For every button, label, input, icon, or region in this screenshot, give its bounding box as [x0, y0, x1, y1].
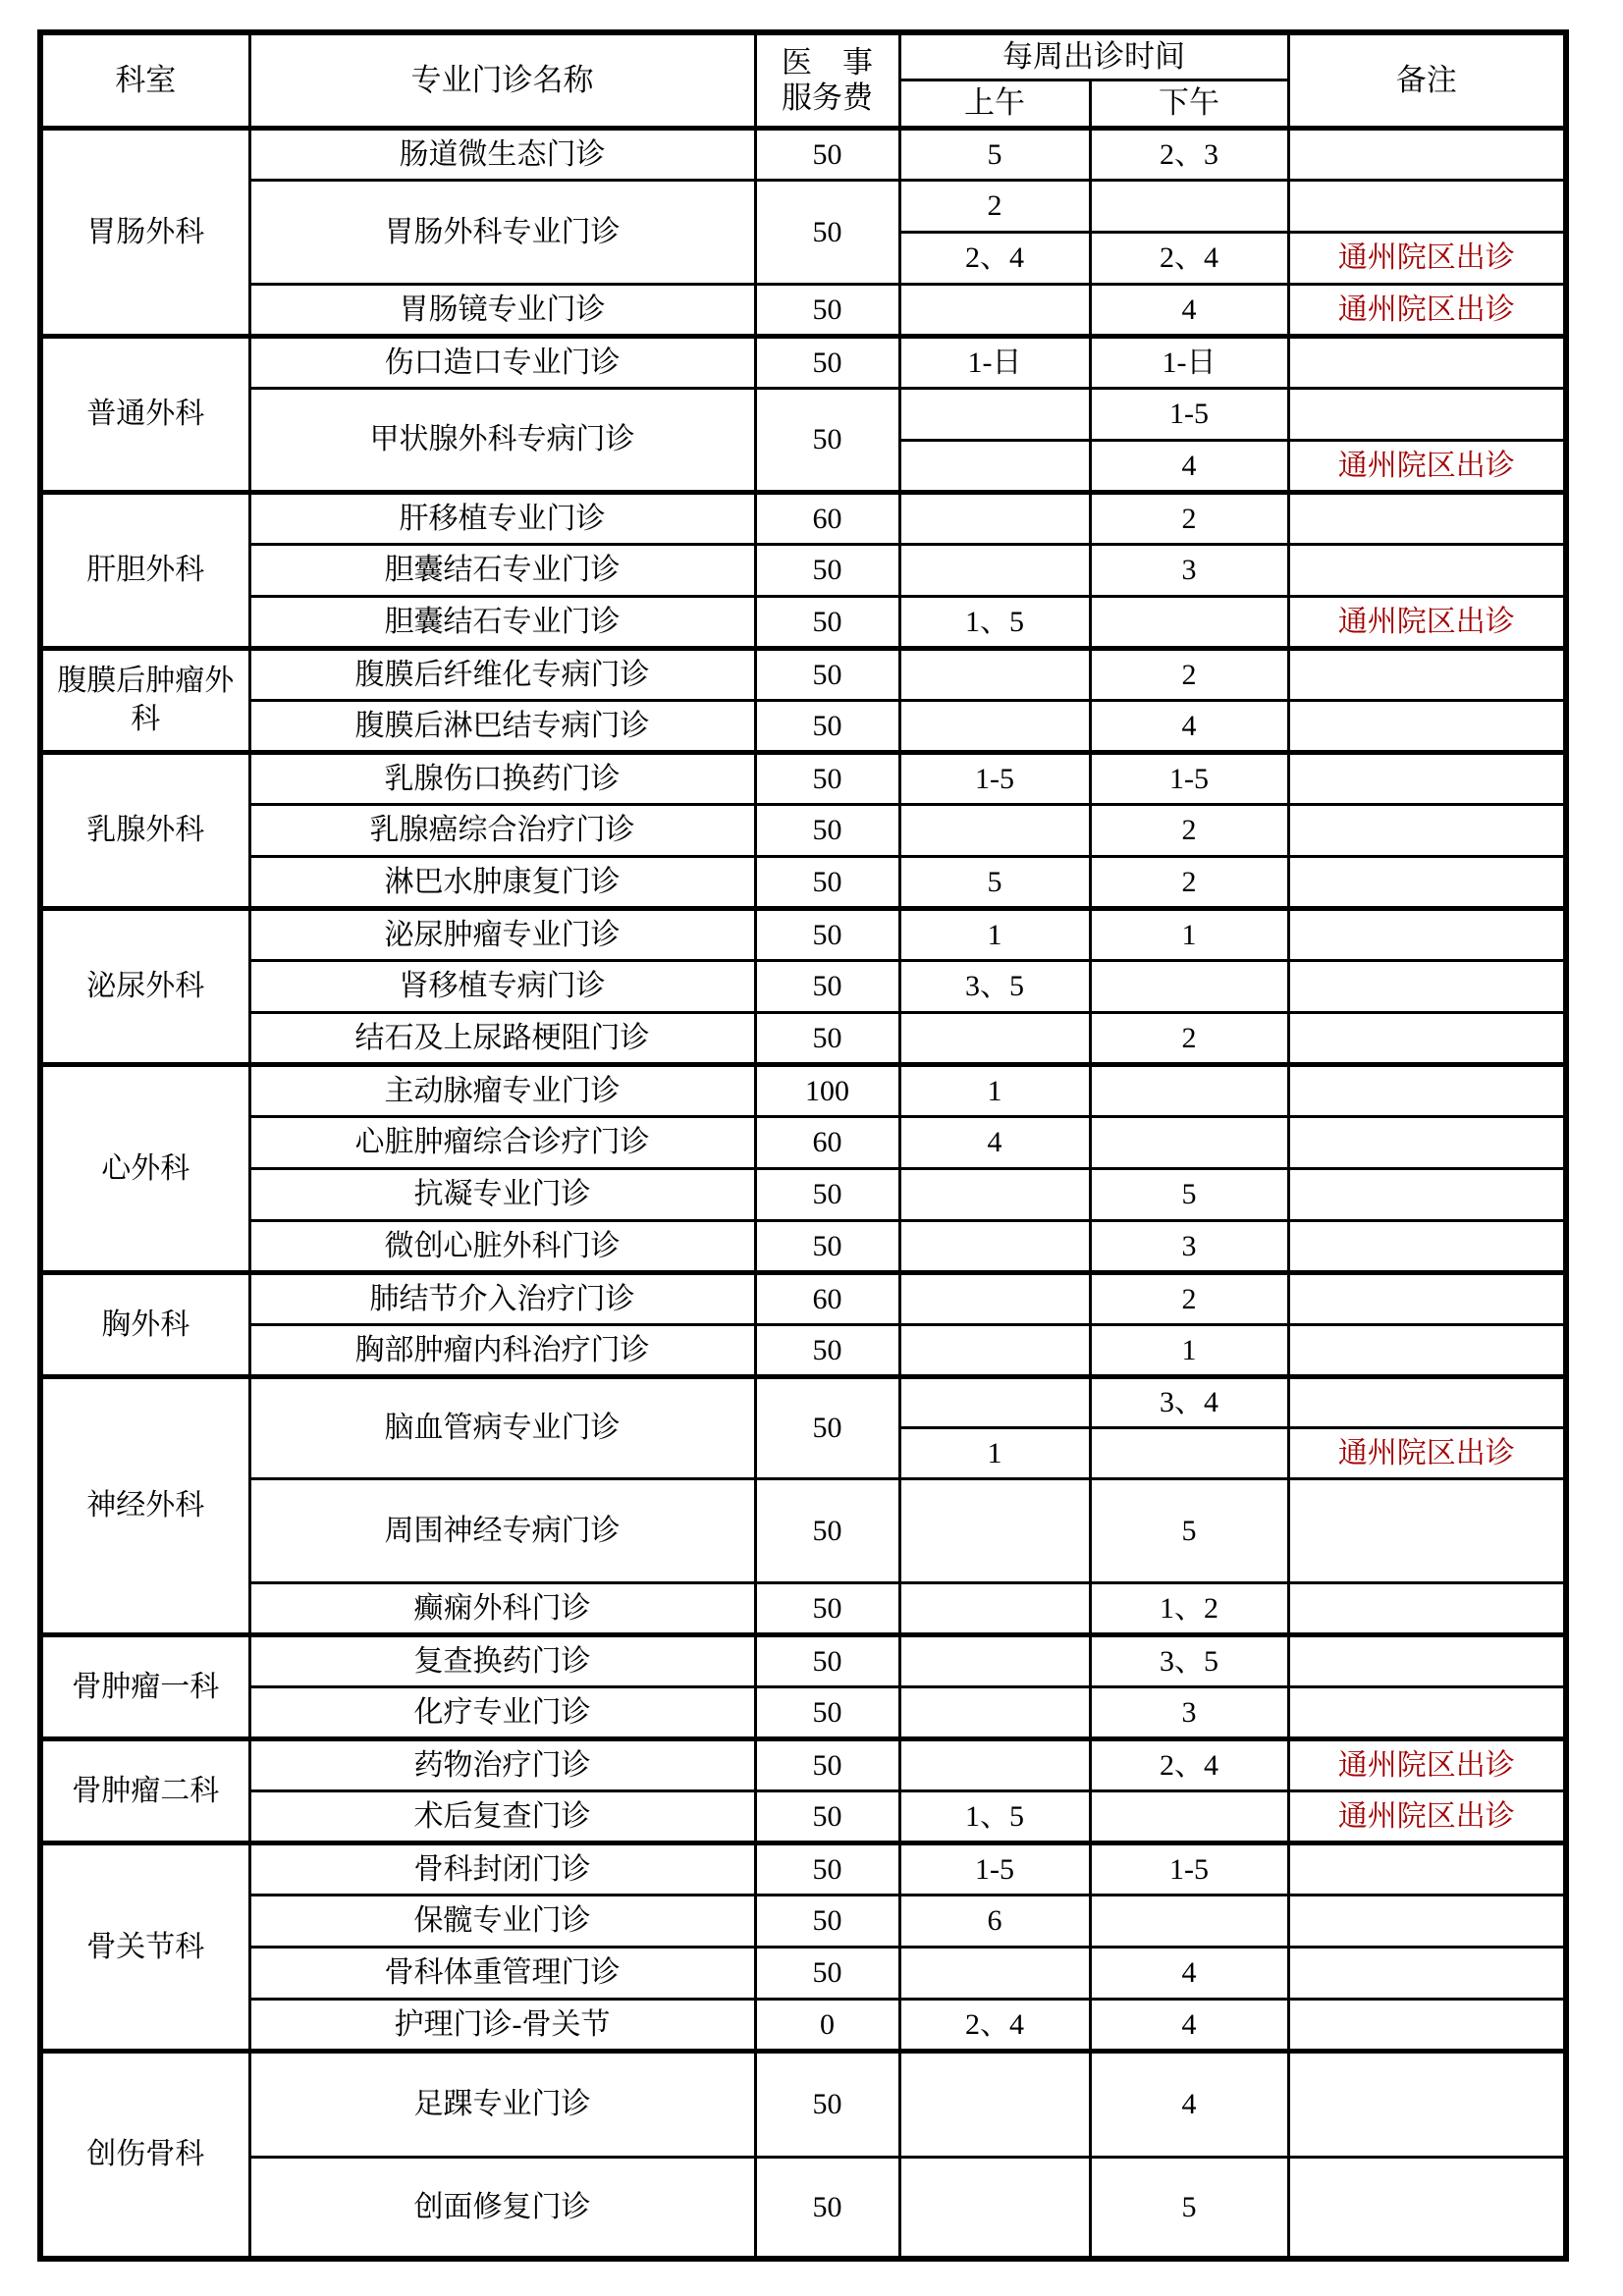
remark-cell: [1288, 2051, 1566, 2157]
table-row: [40, 1686, 1566, 1738]
afternoon-cell: 4: [1090, 1999, 1288, 2051]
remark-cell: [1288, 752, 1566, 804]
table-row: [40, 1324, 1566, 1376]
afternoon-cell: 2: [1090, 1012, 1288, 1064]
table-row: [40, 544, 1566, 596]
clinic-name-cell: 伤口造口专业门诊: [249, 336, 755, 388]
table-row: [40, 1999, 1566, 2051]
afternoon-cell: 2、3: [1090, 128, 1288, 180]
morning-cell: [899, 544, 1090, 596]
clinic-name-cell: 胆囊结石专业门诊: [249, 544, 755, 596]
remark-cell: 通州院区出诊: [1288, 440, 1566, 492]
table-row: [40, 1376, 1566, 1427]
morning-cell: [899, 1634, 1090, 1686]
fee-cell: 50: [755, 180, 899, 284]
remark-cell: 通州院区出诊: [1288, 1738, 1566, 1790]
fee-cell: 50: [755, 1324, 899, 1376]
morning-cell: [899, 284, 1090, 336]
afternoon-cell: 3、5: [1090, 1634, 1288, 1686]
remark-cell: [1288, 960, 1566, 1012]
afternoon-cell: 4: [1090, 440, 1288, 492]
afternoon-cell: [1090, 180, 1288, 232]
clinic-name-cell: 骨科封闭门诊: [249, 1842, 755, 1895]
morning-cell: 4: [899, 1116, 1090, 1168]
schedule-table-body: [40, 128, 1566, 2259]
header-afternoon: 下午: [1090, 80, 1288, 128]
table-row: [40, 1738, 1566, 1790]
afternoon-cell: 4: [1090, 1947, 1288, 1999]
fee-cell: 50: [755, 1634, 899, 1686]
fee-cell: 50: [755, 1947, 899, 1999]
afternoon-cell: [1090, 960, 1288, 1012]
afternoon-cell: 5: [1090, 1478, 1288, 1582]
morning-cell: [899, 1012, 1090, 1064]
table-row: [40, 336, 1566, 388]
fee-cell: 50: [755, 1790, 899, 1842]
fee-cell: 50: [755, 1842, 899, 1895]
table-row: [40, 856, 1566, 908]
fee-cell: 50: [755, 284, 899, 336]
fee-cell: 50: [755, 960, 899, 1012]
fee-cell: 50: [755, 1012, 899, 1064]
clinic-name-cell: 周围神经专病门诊: [249, 1478, 755, 1582]
remark-cell: [1288, 1272, 1566, 1324]
clinic-name-cell: 结石及上尿路梗阻门诊: [249, 1012, 755, 1064]
department-cell: 心外科: [40, 1064, 249, 1272]
remark-cell: [1288, 1947, 1566, 1999]
fee-cell: 50: [755, 648, 899, 700]
morning-cell: [899, 1272, 1090, 1324]
morning-cell: [899, 1376, 1090, 1427]
afternoon-cell: 2、4: [1090, 232, 1288, 284]
clinic-name-cell: 胃肠外科专业门诊: [249, 180, 755, 284]
remark-cell: [1288, 1064, 1566, 1116]
afternoon-cell: 3、4: [1090, 1376, 1288, 1427]
morning-cell: 2、4: [899, 232, 1090, 284]
morning-cell: [899, 1686, 1090, 1738]
morning-cell: [899, 440, 1090, 492]
clinic-name-cell: 主动脉瘤专业门诊: [249, 1064, 755, 1116]
table-row: [40, 648, 1566, 700]
afternoon-cell: 2: [1090, 804, 1288, 856]
morning-cell: 2: [899, 180, 1090, 232]
clinic-name-cell: 复查换药门诊: [249, 1634, 755, 1686]
remark-cell: [1288, 1324, 1566, 1376]
fee-cell: 50: [755, 908, 899, 960]
clinic-name-cell: 腹膜后淋巴结专病门诊: [249, 700, 755, 752]
table-row: [40, 1478, 1566, 1582]
fee-cell: 60: [755, 492, 899, 544]
afternoon-cell: 1-日: [1090, 336, 1288, 388]
fee-cell: 50: [755, 388, 899, 492]
department-cell: 普通外科: [40, 336, 249, 492]
afternoon-cell: 2: [1090, 856, 1288, 908]
afternoon-cell: 1: [1090, 908, 1288, 960]
fee-cell: 50: [755, 1220, 899, 1272]
morning-cell: [899, 1168, 1090, 1220]
table-row: [40, 1582, 1566, 1634]
remark-cell: [1288, 1376, 1566, 1427]
fee-cell: 50: [755, 1168, 899, 1220]
afternoon-cell: [1090, 1790, 1288, 1842]
table-row: [40, 1842, 1566, 1895]
table-row: [40, 284, 1566, 336]
fee-cell: 100: [755, 1064, 899, 1116]
clinic-name-cell: 肝移植专业门诊: [249, 492, 755, 544]
morning-cell: [899, 2051, 1090, 2157]
header-morning: 上午: [899, 80, 1090, 128]
table-row: [40, 388, 1566, 440]
department-cell: 胃肠外科: [40, 128, 249, 336]
afternoon-cell: [1090, 1895, 1288, 1947]
morning-cell: 1-5: [899, 1842, 1090, 1895]
afternoon-cell: 1-5: [1090, 388, 1288, 440]
header-row-1: [40, 32, 1566, 80]
remark-cell: [1288, 1895, 1566, 1947]
morning-cell: [899, 1947, 1090, 1999]
table-row: [40, 2157, 1566, 2259]
fee-cell: 50: [755, 1478, 899, 1582]
clinic-name-cell: 肾移植专病门诊: [249, 960, 755, 1012]
remark-cell: [1288, 1116, 1566, 1168]
afternoon-cell: 4: [1090, 284, 1288, 336]
remark-cell: [1288, 856, 1566, 908]
table-row: [40, 908, 1566, 960]
afternoon-cell: 3: [1090, 544, 1288, 596]
clinic-name-cell: 胆囊结石专业门诊: [249, 596, 755, 648]
fee-cell: 50: [755, 1582, 899, 1634]
clinic-name-cell: 胸部肿瘤内科治疗门诊: [249, 1324, 755, 1376]
remark-cell: 通州院区出诊: [1288, 596, 1566, 648]
remark-cell: 通州院区出诊: [1288, 1790, 1566, 1842]
clinic-name-cell: 肺结节介入治疗门诊: [249, 1272, 755, 1324]
morning-cell: [899, 1324, 1090, 1376]
morning-cell: 1、5: [899, 596, 1090, 648]
clinic-schedule-table: [37, 29, 1569, 2262]
morning-cell: [899, 700, 1090, 752]
morning-cell: 5: [899, 128, 1090, 180]
header-department: 科室: [40, 32, 249, 128]
table-row: [40, 1947, 1566, 1999]
remark-cell: [1288, 1582, 1566, 1634]
fee-cell: 50: [755, 752, 899, 804]
department-cell: 骨肿瘤一科: [40, 1634, 249, 1738]
remark-cell: 通州院区出诊: [1288, 284, 1566, 336]
morning-cell: 1: [899, 1064, 1090, 1116]
fee-cell: 50: [755, 2157, 899, 2259]
afternoon-cell: 3: [1090, 1220, 1288, 1272]
afternoon-cell: 1: [1090, 1324, 1288, 1376]
department-cell: 乳腺外科: [40, 752, 249, 908]
fee-cell: 50: [755, 2051, 899, 2157]
clinic-name-cell: 乳腺伤口换药门诊: [249, 752, 755, 804]
table-row: [40, 1895, 1566, 1947]
morning-cell: 6: [899, 1895, 1090, 1947]
clinic-name-cell: 脑血管病专业门诊: [249, 1376, 755, 1478]
remark-cell: [1288, 1686, 1566, 1738]
clinic-name-cell: 乳腺癌综合治疗门诊: [249, 804, 755, 856]
header-remark: 备注: [1288, 32, 1566, 128]
header-weekly-time: 每周出诊时间: [899, 32, 1288, 80]
department-cell: 骨肿瘤二科: [40, 1738, 249, 1842]
afternoon-cell: 1-5: [1090, 752, 1288, 804]
remark-cell: [1288, 1478, 1566, 1582]
morning-cell: [899, 804, 1090, 856]
department-cell: 神经外科: [40, 1376, 249, 1634]
table-row: [40, 1012, 1566, 1064]
morning-cell: [899, 1582, 1090, 1634]
header-clinic-name: 专业门诊名称: [249, 32, 755, 128]
department-cell: 骨关节科: [40, 1842, 249, 2051]
morning-cell: 1、5: [899, 1790, 1090, 1842]
header-fee: [755, 32, 899, 128]
afternoon-cell: 5: [1090, 2157, 1288, 2259]
fee-cell: 60: [755, 1116, 899, 1168]
morning-cell: [899, 388, 1090, 440]
afternoon-cell: [1090, 1064, 1288, 1116]
clinic-name-cell: 骨科体重管理门诊: [249, 1947, 755, 1999]
clinic-name-cell: 创面修复门诊: [249, 2157, 755, 2259]
remark-cell: [1288, 1168, 1566, 1220]
table-row: [40, 2051, 1566, 2157]
remark-cell: [1288, 1012, 1566, 1064]
clinic-name-cell: 护理门诊-骨关节: [249, 1999, 755, 2051]
table-row: [40, 1168, 1566, 1220]
morning-cell: 5: [899, 856, 1090, 908]
remark-cell: [1288, 492, 1566, 544]
remark-cell: [1288, 1999, 1566, 2051]
afternoon-cell: 2: [1090, 492, 1288, 544]
morning-cell: 3、5: [899, 960, 1090, 1012]
remark-cell: [1288, 700, 1566, 752]
remark-cell: [1288, 336, 1566, 388]
afternoon-cell: 2、4: [1090, 1738, 1288, 1790]
department-cell: 腹膜后肿瘤外科: [40, 648, 249, 752]
fee-cell: 50: [755, 1376, 899, 1478]
morning-cell: [899, 1220, 1090, 1272]
fee-cell: 60: [755, 1272, 899, 1324]
afternoon-cell: [1090, 1116, 1288, 1168]
clinic-name-cell: 抗凝专业门诊: [249, 1168, 755, 1220]
afternoon-cell: [1090, 596, 1288, 648]
fee-cell: 50: [755, 856, 899, 908]
table-row: [40, 1220, 1566, 1272]
afternoon-cell: 4: [1090, 700, 1288, 752]
afternoon-cell: [1090, 1427, 1288, 1478]
clinic-name-cell: 术后复查门诊: [249, 1790, 755, 1842]
afternoon-cell: 1-5: [1090, 1842, 1288, 1895]
afternoon-cell: 5: [1090, 1168, 1288, 1220]
clinic-name-cell: 药物治疗门诊: [249, 1738, 755, 1790]
clinic-name-cell: 化疗专业门诊: [249, 1686, 755, 1738]
table-header: [40, 32, 1566, 128]
afternoon-cell: 1、2: [1090, 1582, 1288, 1634]
clinic-name-cell: 肠道微生态门诊: [249, 128, 755, 180]
fee-cell: 50: [755, 1895, 899, 1947]
clinic-name-cell: 足踝专业门诊: [249, 2051, 755, 2157]
fee-cell: 50: [755, 596, 899, 648]
afternoon-cell: 2: [1090, 648, 1288, 700]
table-row: [40, 1064, 1566, 1116]
remark-cell: [1288, 2157, 1566, 2259]
department-cell: 泌尿外科: [40, 908, 249, 1064]
table-row: [40, 700, 1566, 752]
remark-cell: [1288, 804, 1566, 856]
table-row: [40, 1116, 1566, 1168]
clinic-name-cell: 微创心脏外科门诊: [249, 1220, 755, 1272]
morning-cell: [899, 1478, 1090, 1582]
header-fee-line1: 医 事: [782, 45, 873, 80]
clinic-name-cell: 甲状腺外科专病门诊: [249, 388, 755, 492]
table-row: [40, 596, 1566, 648]
fee-cell: 50: [755, 700, 899, 752]
fee-cell: 50: [755, 336, 899, 388]
fee-cell: 50: [755, 1738, 899, 1790]
remark-cell: [1288, 388, 1566, 440]
table-row: [40, 180, 1566, 232]
remark-cell: [1288, 908, 1566, 960]
morning-cell: [899, 1738, 1090, 1790]
table-row: [40, 1272, 1566, 1324]
morning-cell: 1: [899, 908, 1090, 960]
morning-cell: 1-5: [899, 752, 1090, 804]
table-row: [40, 960, 1566, 1012]
remark-cell: [1288, 128, 1566, 180]
department-cell: 创伤骨科: [40, 2051, 249, 2259]
clinic-name-cell: 腹膜后纤维化专病门诊: [249, 648, 755, 700]
department-cell: 肝胆外科: [40, 492, 249, 648]
morning-cell: [899, 2157, 1090, 2259]
morning-cell: 1: [899, 1427, 1090, 1478]
clinic-name-cell: 泌尿肿瘤专业门诊: [249, 908, 755, 960]
clinic-name-cell: 保髋专业门诊: [249, 1895, 755, 1947]
clinic-name-cell: 淋巴水肿康复门诊: [249, 856, 755, 908]
remark-cell: 通州院区出诊: [1288, 1427, 1566, 1478]
table-row: [40, 128, 1566, 180]
remark-cell: [1288, 180, 1566, 232]
table-row: [40, 752, 1566, 804]
clinic-name-cell: 心脏肿瘤综合诊疗门诊: [249, 1116, 755, 1168]
table-row: [40, 1634, 1566, 1686]
morning-cell: [899, 648, 1090, 700]
fee-cell: 0: [755, 1999, 899, 2051]
remark-cell: [1288, 1842, 1566, 1895]
clinic-name-cell: 癫痫外科门诊: [249, 1582, 755, 1634]
table-row: [40, 492, 1566, 544]
remark-cell: 通州院区出诊: [1288, 232, 1566, 284]
remark-cell: [1288, 1634, 1566, 1686]
remark-cell: [1288, 544, 1566, 596]
morning-cell: 2、4: [899, 1999, 1090, 2051]
table-row: [40, 1790, 1566, 1842]
afternoon-cell: 2: [1090, 1272, 1288, 1324]
fee-cell: 50: [755, 128, 899, 180]
fee-cell: 50: [755, 544, 899, 596]
table-row: [40, 804, 1566, 856]
fee-cell: 50: [755, 804, 899, 856]
remark-cell: [1288, 648, 1566, 700]
department-cell: 胸外科: [40, 1272, 249, 1376]
afternoon-cell: 3: [1090, 1686, 1288, 1738]
afternoon-cell: 4: [1090, 2051, 1288, 2157]
remark-cell: [1288, 1220, 1566, 1272]
morning-cell: [899, 492, 1090, 544]
morning-cell: 1-日: [899, 336, 1090, 388]
fee-cell: 50: [755, 1686, 899, 1738]
header-fee-line2: 服务费: [782, 80, 873, 115]
clinic-name-cell: 胃肠镜专业门诊: [249, 284, 755, 336]
